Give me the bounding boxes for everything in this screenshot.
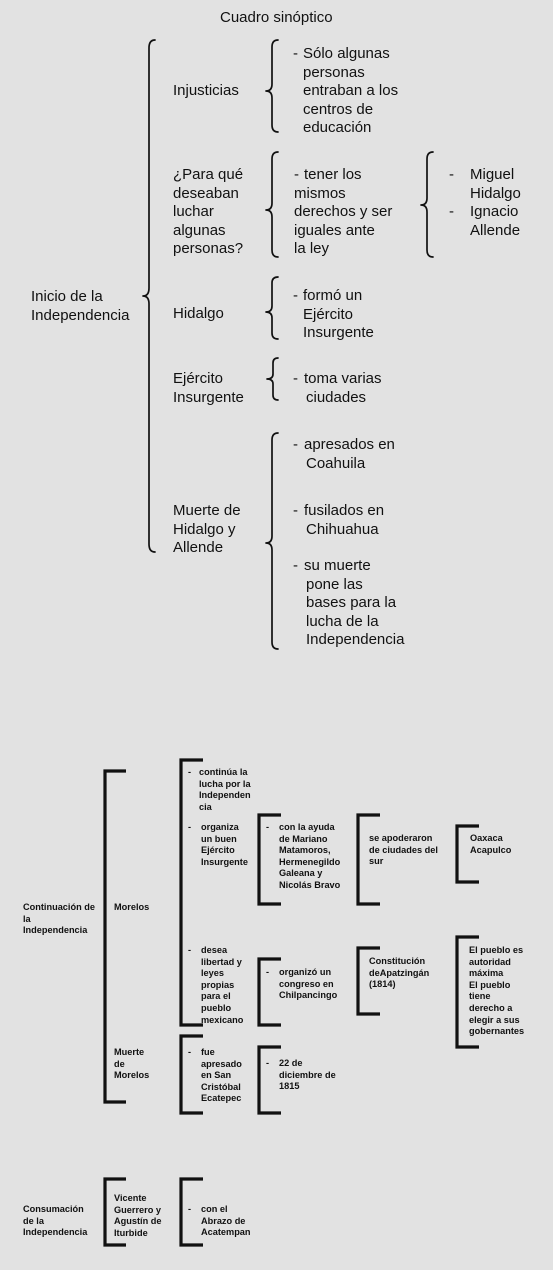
item-constitucion: Constitución deApatzingán (1814) xyxy=(369,956,430,990)
brace-hidalgo xyxy=(266,277,278,339)
root-label-consumacion: Consumación de la Independencia xyxy=(23,1204,88,1238)
bracket-fecha xyxy=(259,1047,281,1113)
brace-muerte xyxy=(266,433,278,649)
name-miguel-hidalgo: Miguel Hidalgo xyxy=(470,166,521,202)
brace-names xyxy=(421,152,433,257)
dash-marker: - xyxy=(293,436,298,453)
label-hidalgo: Hidalgo xyxy=(173,305,224,322)
label-morelos: Morelos xyxy=(114,902,150,912)
root-label-continuacion: Continuación de la Independencia xyxy=(23,902,95,936)
item-para-que: tener los mismos derechos y ser iguales ante la ley xyxy=(294,166,393,257)
item-pueblo-autoridad: El pueblo es autoridad máxima El pueblo tiene derecho a elegir a sus gobernantes xyxy=(469,945,525,1037)
label-para-que: ¿Para qué deseaban luchar algunas personas? xyxy=(173,166,244,257)
item-injusticias: Sólo algunas personas entraban a los centros de educación xyxy=(303,45,399,136)
item-continua-lucha: continúa la lucha por la Independen cia xyxy=(199,767,251,812)
bracket-muerte-morelos xyxy=(181,1036,203,1113)
dash-marker: - xyxy=(449,203,454,220)
label-guerrero-iturbide: Vicente Guerrero y Agustín de Iturbide xyxy=(114,1193,162,1238)
bracket-ayuda xyxy=(259,815,281,904)
item-congreso: organizó un congreso en Chilpancingo xyxy=(279,967,338,1001)
label-muerte-morelos: Muerte de Morelos xyxy=(114,1047,150,1081)
item-fecha: 22 de diciembre de 1815 xyxy=(279,1058,336,1092)
item-apoderaron: se apoderaron de ciudades del sur xyxy=(369,833,438,867)
item-muerte-1: apresados en Coahuila xyxy=(304,436,395,472)
dash-marker: - xyxy=(266,822,270,832)
dash-marker: - xyxy=(266,967,270,977)
brace-ejercito xyxy=(267,358,278,400)
label-muerte: Muerte de Hidalgo y Allende xyxy=(173,502,241,556)
diagram-title: Cuadro sinóptico xyxy=(220,9,333,26)
dash-marker: - xyxy=(188,1204,192,1214)
brace-injusticias xyxy=(266,40,278,132)
root-label-inicio: Inicio de la Independencia xyxy=(31,288,130,324)
item-fue-apresado: fue apresado en San Cristóbal Ecatepec xyxy=(201,1047,242,1104)
item-abrazo-acatempan: con el Abrazo de Acatempan xyxy=(201,1204,251,1238)
item-oaxaca-acapulco: Oaxaca Acapulco xyxy=(470,833,512,855)
item-ejercito: toma varias ciudades xyxy=(304,370,382,406)
dash-marker: - xyxy=(293,557,298,574)
dash-marker: - xyxy=(188,767,192,777)
item-muerte-3: su muerte pone las bases para la lucha de la Independencia xyxy=(304,557,405,648)
dash-marker: - xyxy=(293,45,298,62)
item-muerte-2: fusilados en Chihuahua xyxy=(304,502,385,538)
label-injusticias: Injusticias xyxy=(173,82,239,99)
item-desea-libertad: desea libertad y leyes propias para el pueblo mexicano xyxy=(201,945,244,1025)
item-hidalgo: formó un Ejército Insurgente xyxy=(303,287,374,341)
bracket-congreso xyxy=(259,959,281,1025)
name-ignacio-allende: Ignacio Allende xyxy=(470,203,521,239)
brace-root xyxy=(143,40,155,552)
dash-marker: - xyxy=(293,370,298,387)
dash-marker: - xyxy=(188,1047,192,1057)
dash-marker: - xyxy=(188,822,192,832)
dash-marker: - xyxy=(266,1058,270,1068)
label-ejercito: Ejército Insurgente xyxy=(173,370,244,406)
dash-marker: - xyxy=(449,166,454,183)
dash-marker: - xyxy=(293,502,298,519)
dash-marker: - xyxy=(294,166,299,183)
brace-para-que xyxy=(266,152,278,257)
dash-marker: - xyxy=(293,287,298,304)
dash-marker: - xyxy=(188,945,192,955)
item-con-la-ayuda: con la ayuda de Mariano Matamoros, Hermenegildo Galeana y Nicolás Bravo xyxy=(279,822,341,890)
bracket-abrazo xyxy=(181,1179,203,1245)
item-organiza-ejercito: organiza un buen Ejército Insurgente xyxy=(201,822,248,867)
